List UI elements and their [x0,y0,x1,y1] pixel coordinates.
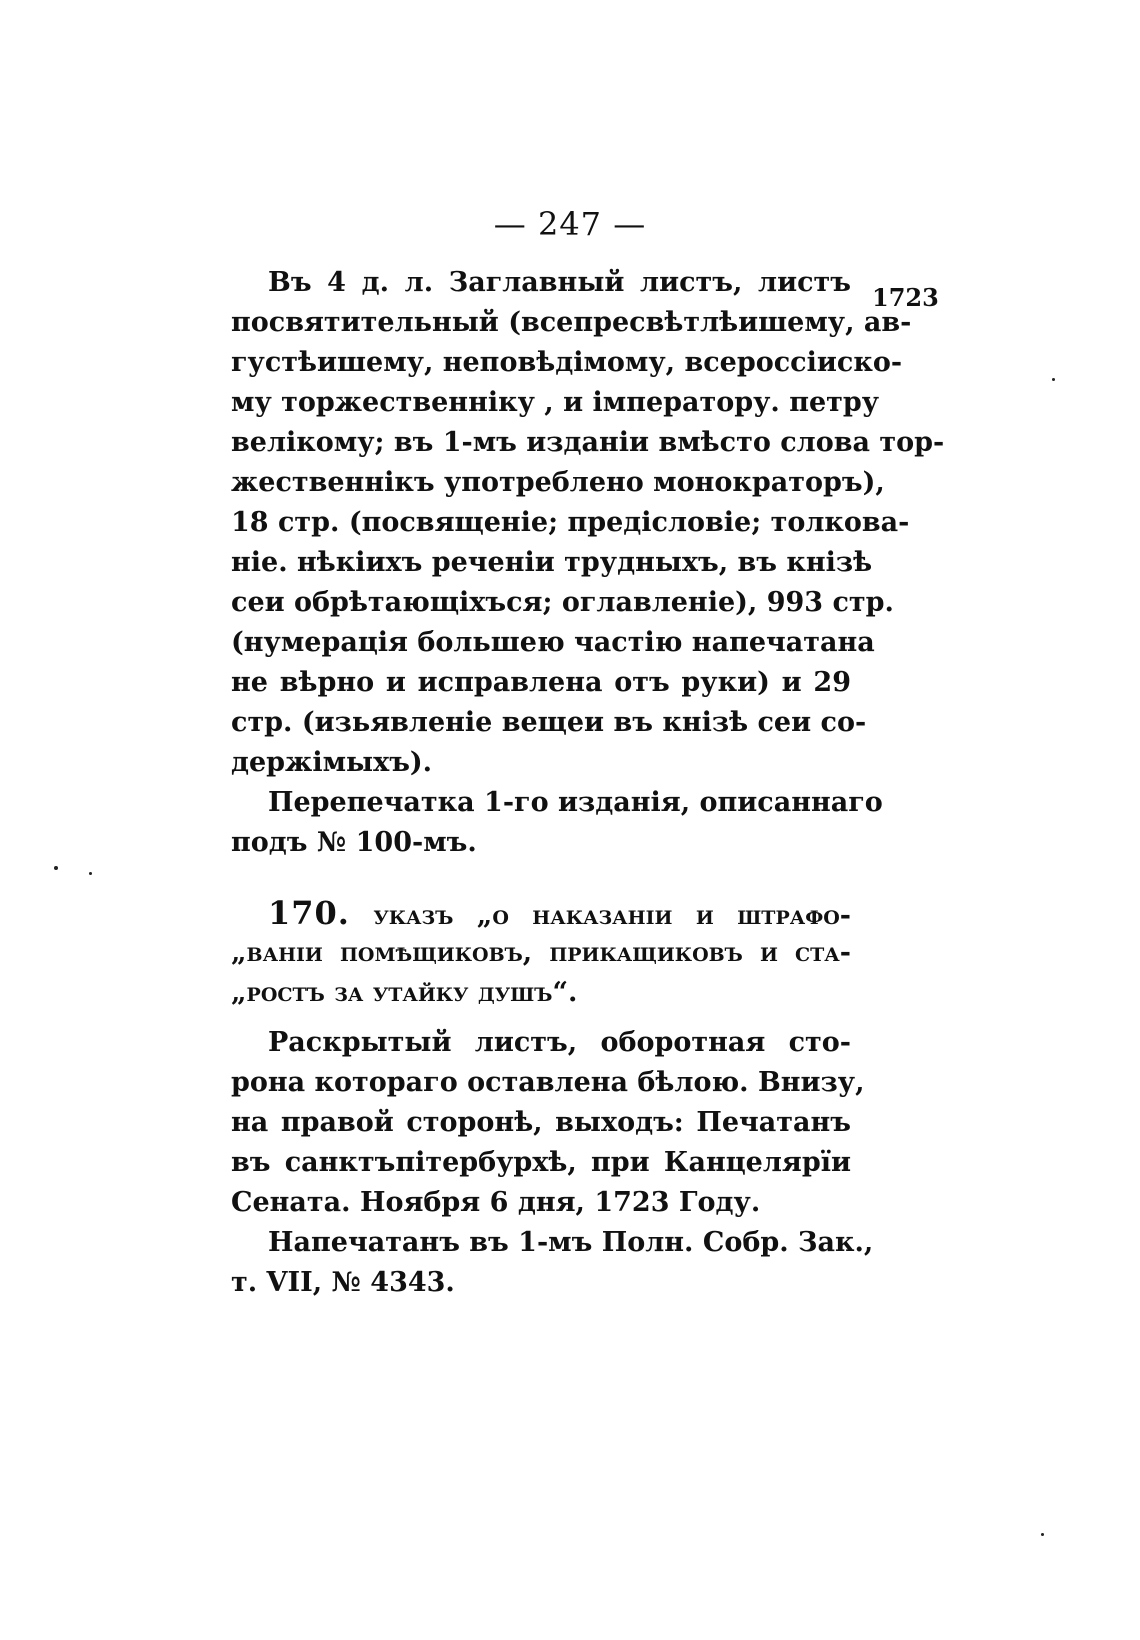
entry-170-heading-line: „ваніи помѣщиковъ, прикащиковъ и ста- [231,937,851,968]
entry-169-line: Въ 4 д. л. Заглавный листъ, листъ [268,267,851,298]
entry-169-line: сеи обрѣтающіхъся; оглавленіе), 993 стр. [231,587,894,618]
scan-speck [1041,1533,1044,1536]
entry-169-line: му торжественніку , и імператору. петру [231,387,880,418]
entry-170-heading-line [268,893,851,933]
entry-169-line: не вѣрно и исправлена отъ руки) и 29 [231,667,851,698]
entry-169-line: жественнікъ употреблено монократоръ), [231,467,885,498]
entry-169-line: посвятительный (всепресвѣтлѣишему, ав- [231,307,912,338]
scan-speck [89,872,92,875]
entry-title-part: указъ „о наказаніи и штрафо- [373,900,851,931]
entry-169-line: ніе. нѣкіихъ реченіи трудныхъ, въ кнізѣ [231,547,873,578]
entry-170-description-line: Сената. Ноября 6 дня, 1723 Году. [231,1187,761,1218]
scan-speck [1052,378,1055,381]
entry-169-line: (нумерація большею частію напечатана [231,627,875,658]
entry-170-description-line: на правой сторонѣ, выходъ: Печатанъ [231,1107,851,1138]
scan-speck [54,866,58,870]
reprint-note-line: подъ № 100-мъ. [231,827,477,858]
entry-169-line: держімыхъ). [231,747,433,778]
entry-169-line: велікому; въ 1-мъ изданіи вмѣсто слова тор- [231,427,945,458]
entry-number: 170. [268,894,350,932]
page-number: — 247 — [493,205,647,243]
entry-170-description-line: Раскрытый листъ, оборотная сто- [268,1027,851,1058]
entry-169-line: 18 стр. (посвященіе; предісловіе; толкова- [231,507,910,538]
entry-170-description-line: въ санктъпітербурхѣ, при Канцелярїи [231,1147,851,1178]
reprint-note-line: Перепечатка 1-го изданія, описаннаго [268,787,883,818]
publication-note-line: т. VII, № 4343. [231,1267,455,1298]
entry-170-description-line: рона котораго оставлена бѣлою. Внизу, [231,1067,865,1098]
margin-year: 1723 [872,283,939,312]
entry-169-line: густѣишему, неповѣдімому, всероссіиско- [231,347,903,378]
publication-note-line: Напечатанъ въ 1-мъ Полн. Собр. Зак., [268,1227,874,1258]
entry-170-heading-line: „ростъ за утайку душъ“. [231,977,578,1008]
entry-169-line: стр. (изьявленіе вещеи въ кнізѣ сеи со- [231,707,867,738]
